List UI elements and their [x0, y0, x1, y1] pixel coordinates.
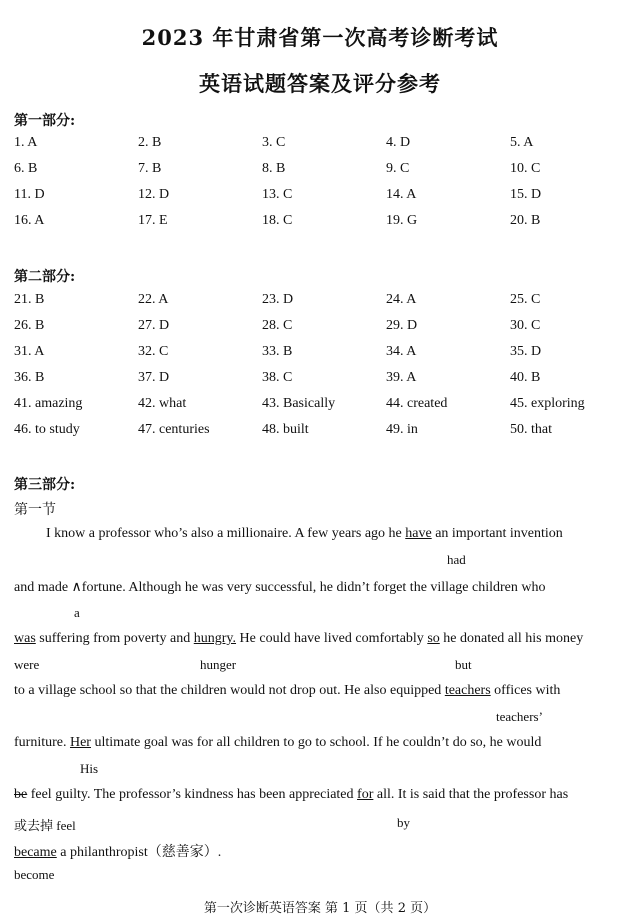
answer-item: 26. B — [14, 318, 45, 333]
answer-item: 4. D — [386, 135, 411, 150]
deleted-word: be — [14, 787, 28, 802]
passage-line — [14, 631, 628, 647]
answer-row — [14, 318, 626, 344]
answer-item: 43. Basically — [262, 396, 336, 411]
passage-text: and made — [14, 580, 72, 595]
page-footer: 第一次诊断英语答案 第 1 页（共 2 页） — [203, 901, 437, 916]
passage-text: fortune. Although he was very successful, he didn’t forget the village children who — [81, 580, 546, 595]
passage-text: furniture. — [14, 735, 70, 750]
answer-item: 34. A — [386, 344, 417, 359]
answer-item: 23. D — [262, 292, 294, 307]
answer-item: 30. C — [510, 318, 541, 333]
answer-item: 49. in — [386, 422, 418, 437]
answer-item: 45. exploring — [510, 396, 585, 411]
answer-row — [14, 370, 626, 396]
answer-item: 14. A — [386, 187, 417, 202]
answer-item: 20. B — [510, 213, 541, 228]
correction-word: hunger — [200, 657, 237, 672]
passage-text: to a village school so that the children would not drop out. He also equipped — [14, 683, 445, 698]
correction-word: His — [80, 761, 99, 776]
correction-word: become — [14, 867, 55, 882]
passage-line — [14, 683, 628, 699]
passage-text: all. It is said that the professor has — [373, 787, 569, 802]
answer-item: 13. C — [262, 187, 293, 202]
answer-item: 21. B — [14, 292, 45, 307]
answer-item: 50. that — [510, 422, 552, 437]
correction-word: teachers’ — [496, 709, 543, 724]
error-word: became — [14, 845, 57, 860]
answer-item: 48. built — [262, 422, 309, 437]
passage-line — [14, 787, 628, 803]
error-word: Her — [69, 735, 91, 750]
answer-row — [14, 422, 626, 448]
answer-item: 8. B — [262, 161, 286, 176]
passage-line — [14, 579, 628, 596]
passage-text: a philanthropist（慈善家）. — [56, 845, 222, 860]
answer-item: 35. D — [510, 344, 542, 359]
answer-item: 39. A — [386, 370, 417, 385]
part2-answer-grid — [14, 292, 626, 448]
answer-item: 12. D — [138, 187, 170, 202]
answer-item: 41. amazing — [14, 396, 83, 411]
correction-word: had — [447, 552, 466, 567]
answer-item: 3. C — [262, 135, 286, 150]
error-word: so — [427, 631, 440, 646]
answer-item: 47. centuries — [138, 422, 210, 437]
answer-item: 22. A — [138, 292, 169, 307]
answer-item: 19. G — [386, 213, 418, 228]
answer-item: 46. to study — [14, 422, 80, 437]
answer-item: 33. B — [262, 344, 293, 359]
answer-row — [14, 187, 626, 213]
answer-row — [14, 396, 626, 422]
document-title: 2023 年甘肃省第一次高考诊断考试 — [141, 25, 499, 50]
error-word: teachers — [444, 683, 491, 698]
answer-item: 9. C — [386, 161, 410, 176]
answer-item: 10. C — [510, 161, 541, 176]
answer-item: 31. A — [14, 344, 45, 359]
document-subtitle: 英语试题答案及评分参考 — [199, 71, 441, 96]
answer-item: 28. C — [262, 318, 293, 333]
error-word: for — [357, 787, 374, 802]
answer-item: 25. C — [510, 292, 541, 307]
answer-row — [14, 161, 626, 187]
part1-heading: 第一部分: — [14, 113, 76, 129]
part3-section-label: 第一节 — [14, 502, 56, 518]
passage-text: He could have lived comfortably — [236, 631, 428, 646]
passage-text: ultimate goal was for all children to go to school. If he couldn’t do so, he would — [90, 735, 542, 750]
answer-item: 17. E — [138, 213, 168, 228]
answer-item: 42. what — [138, 396, 187, 411]
correction-word: by — [397, 815, 410, 830]
correction-word: a — [74, 605, 80, 620]
answer-row — [14, 135, 626, 161]
answer-item: 1. A — [14, 135, 38, 150]
answer-item: 6. B — [14, 161, 38, 176]
correction-word: were — [14, 657, 40, 672]
part1-answer-grid — [14, 135, 626, 239]
answer-row — [14, 344, 626, 370]
answer-row — [14, 213, 626, 239]
answer-item: 27. D — [138, 318, 170, 333]
answer-item: 15. D — [510, 187, 542, 202]
passage-line — [14, 735, 628, 751]
passage-text: suffering from poverty and — [35, 631, 194, 646]
answer-item: 24. A — [386, 292, 417, 307]
answer-item: 5. A — [510, 135, 534, 150]
answer-item: 38. C — [262, 370, 293, 385]
answer-item: 11. D — [14, 187, 45, 202]
correction-word: but — [455, 657, 472, 672]
error-word: hungry. — [193, 631, 237, 646]
part2-heading: 第二部分: — [14, 269, 76, 285]
answer-item: 7. B — [138, 161, 162, 176]
passage-text: offices with — [490, 683, 561, 698]
answer-item: 37. D — [138, 370, 170, 385]
correction-note: 或去掉 feel — [14, 818, 76, 833]
passage-text: he donated all his money — [439, 631, 584, 646]
answer-item: 40. B — [510, 370, 541, 385]
passage-line — [14, 841, 628, 861]
passage-text: feel guilty. The professor’s kindness has been appreciated — [27, 787, 358, 802]
answer-item: 36. B — [14, 370, 45, 385]
answer-item: 32. C — [138, 344, 169, 359]
answer-item: 29. D — [386, 318, 418, 333]
part3-heading: 第三部分: — [14, 477, 76, 493]
passage-text: I know a professor who’s also a millionaire. A few years ago he — [46, 526, 406, 541]
insert-caret: ∧ — [71, 580, 82, 595]
answer-item: 2. B — [138, 135, 162, 150]
error-word: have — [405, 526, 432, 541]
answer-item: 18. C — [262, 213, 293, 228]
passage-line — [46, 526, 628, 542]
error-word: was — [14, 631, 36, 646]
answer-row — [14, 292, 626, 318]
answer-item: 44. created — [386, 396, 448, 411]
passage-text: an important invention — [431, 526, 563, 541]
answer-item: 16. A — [14, 213, 45, 228]
